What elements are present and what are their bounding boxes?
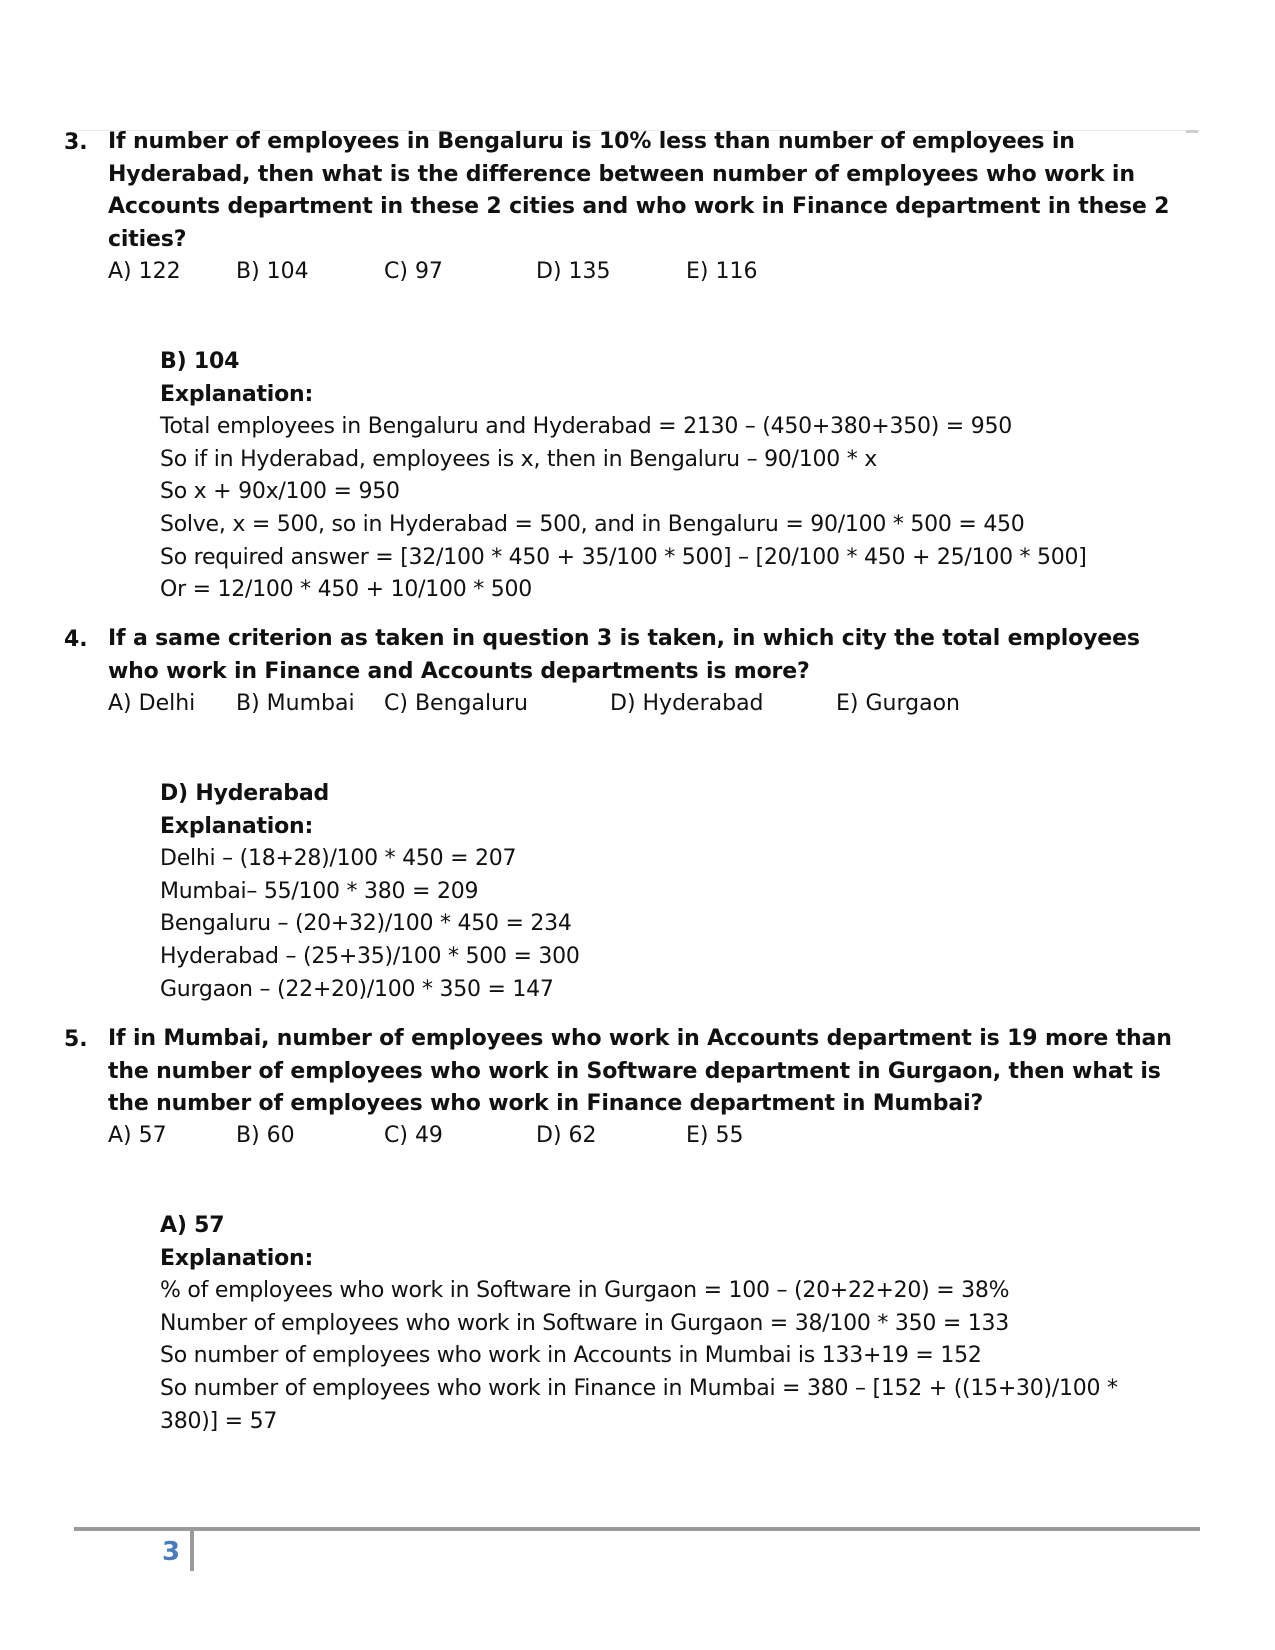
explanation-label: Explanation: — [160, 813, 314, 839]
explanation-line: Number of employees who work in Software in Gurgaon = 38/100 * 350 = 133 — [160, 1310, 1010, 1336]
option-b: B) 60 — [236, 1123, 295, 1148]
option-a: A) 57 — [108, 1123, 167, 1148]
footer-divider — [74, 1527, 1200, 1531]
options-row — [108, 1120, 1108, 1152]
option-b: B) Mumbai — [236, 691, 355, 716]
question-text: If in Mumbai, number of employees who work in Accounts department is 19 more than the number of employees who work in Software department in Gurgaon, then what is the number of employees who work in Finance department in Mumbai? — [108, 1026, 1172, 1116]
answer-block — [160, 346, 1160, 607]
option-a: A) Delhi — [108, 691, 196, 716]
explanation-line: Mumbai– 55/100 * 380 = 209 — [160, 878, 479, 904]
options-row — [108, 688, 1108, 720]
explanation-line: Solve, x = 500, so in Hyderabad = 500, and in Bengaluru = 90/100 * 500 = 450 — [160, 511, 1025, 537]
explanation-line: Hyderabad – (25+35)/100 * 500 = 300 — [160, 943, 580, 969]
correct-answer: A) 57 — [160, 1213, 225, 1238]
option-a: A) 122 — [108, 259, 181, 284]
correct-answer: B) 104 — [160, 349, 240, 374]
answer-block — [160, 778, 1160, 1006]
question-number: 5. — [64, 1027, 88, 1052]
explanation-label: Explanation: — [160, 381, 314, 407]
explanation-line: So required answer = [32/100 * 450 + 35/100 * 500] – [20/100 * 450 + 25/100 * 500] — [160, 544, 1087, 570]
option-b: B) 104 — [236, 259, 309, 284]
option-e: E) 55 — [686, 1123, 744, 1148]
question-text: If number of employees in Bengaluru is 10% less than number of employees in Hyderabad, then what is the difference between number of employees who work in Accounts department in these 2 cities and who work in Finance department in these 2 cities? — [108, 129, 1170, 252]
explanation-line: Bengaluru – (20+32)/100 * 450 = 234 — [160, 911, 572, 937]
page-number: 3 — [162, 1537, 181, 1567]
option-c: C) Bengaluru — [384, 691, 528, 716]
explanation-line: Total employees in Bengaluru and Hyderabad = 2130 – (450+380+350) = 950 — [160, 414, 1012, 440]
option-d: D) Hyderabad — [610, 691, 764, 716]
explanation-line: Or = 12/100 * 450 + 10/100 * 500 — [160, 577, 532, 603]
explanation-line: So x + 90x/100 = 950 — [160, 479, 400, 505]
explanation-line: Delhi – (18+28)/100 * 450 = 207 — [160, 846, 517, 872]
explanation-line: Gurgaon – (22+20)/100 * 350 = 147 — [160, 976, 554, 1002]
correct-answer: D) Hyderabad — [160, 781, 330, 806]
option-c: C) 97 — [384, 259, 443, 284]
explanation-line: So if in Hyderabad, employees is x, then in Bengaluru – 90/100 * x — [160, 446, 877, 472]
options-row — [108, 256, 1108, 288]
answer-block — [160, 1210, 1160, 1438]
option-d: D) 62 — [536, 1123, 597, 1148]
question-number: 3. — [64, 130, 88, 155]
explanation-label: Explanation: — [160, 1245, 314, 1271]
option-e: E) Gurgaon — [836, 691, 960, 716]
footer-page-separator — [190, 1531, 194, 1571]
question-number: 4. — [64, 627, 88, 652]
option-c: C) 49 — [384, 1123, 443, 1148]
option-e: E) 116 — [686, 259, 758, 284]
explanation-line: So number of employees who work in Accounts in Mumbai is 133+19 = 152 — [160, 1343, 982, 1369]
explanation-line: So number of employees who work in Finance in Mumbai = 380 – [152 + ((15+30)/100 * 380)] = 57 — [160, 1375, 1118, 1434]
explanation-line: % of employees who work in Software in Gurgaon = 100 – (20+22+20) = 38% — [160, 1278, 1010, 1304]
question-text: If a same criterion as taken in question 3 is taken, in which city the total employees who work in Finance and Accounts departments is more? — [108, 626, 1140, 684]
option-d: D) 135 — [536, 259, 611, 284]
